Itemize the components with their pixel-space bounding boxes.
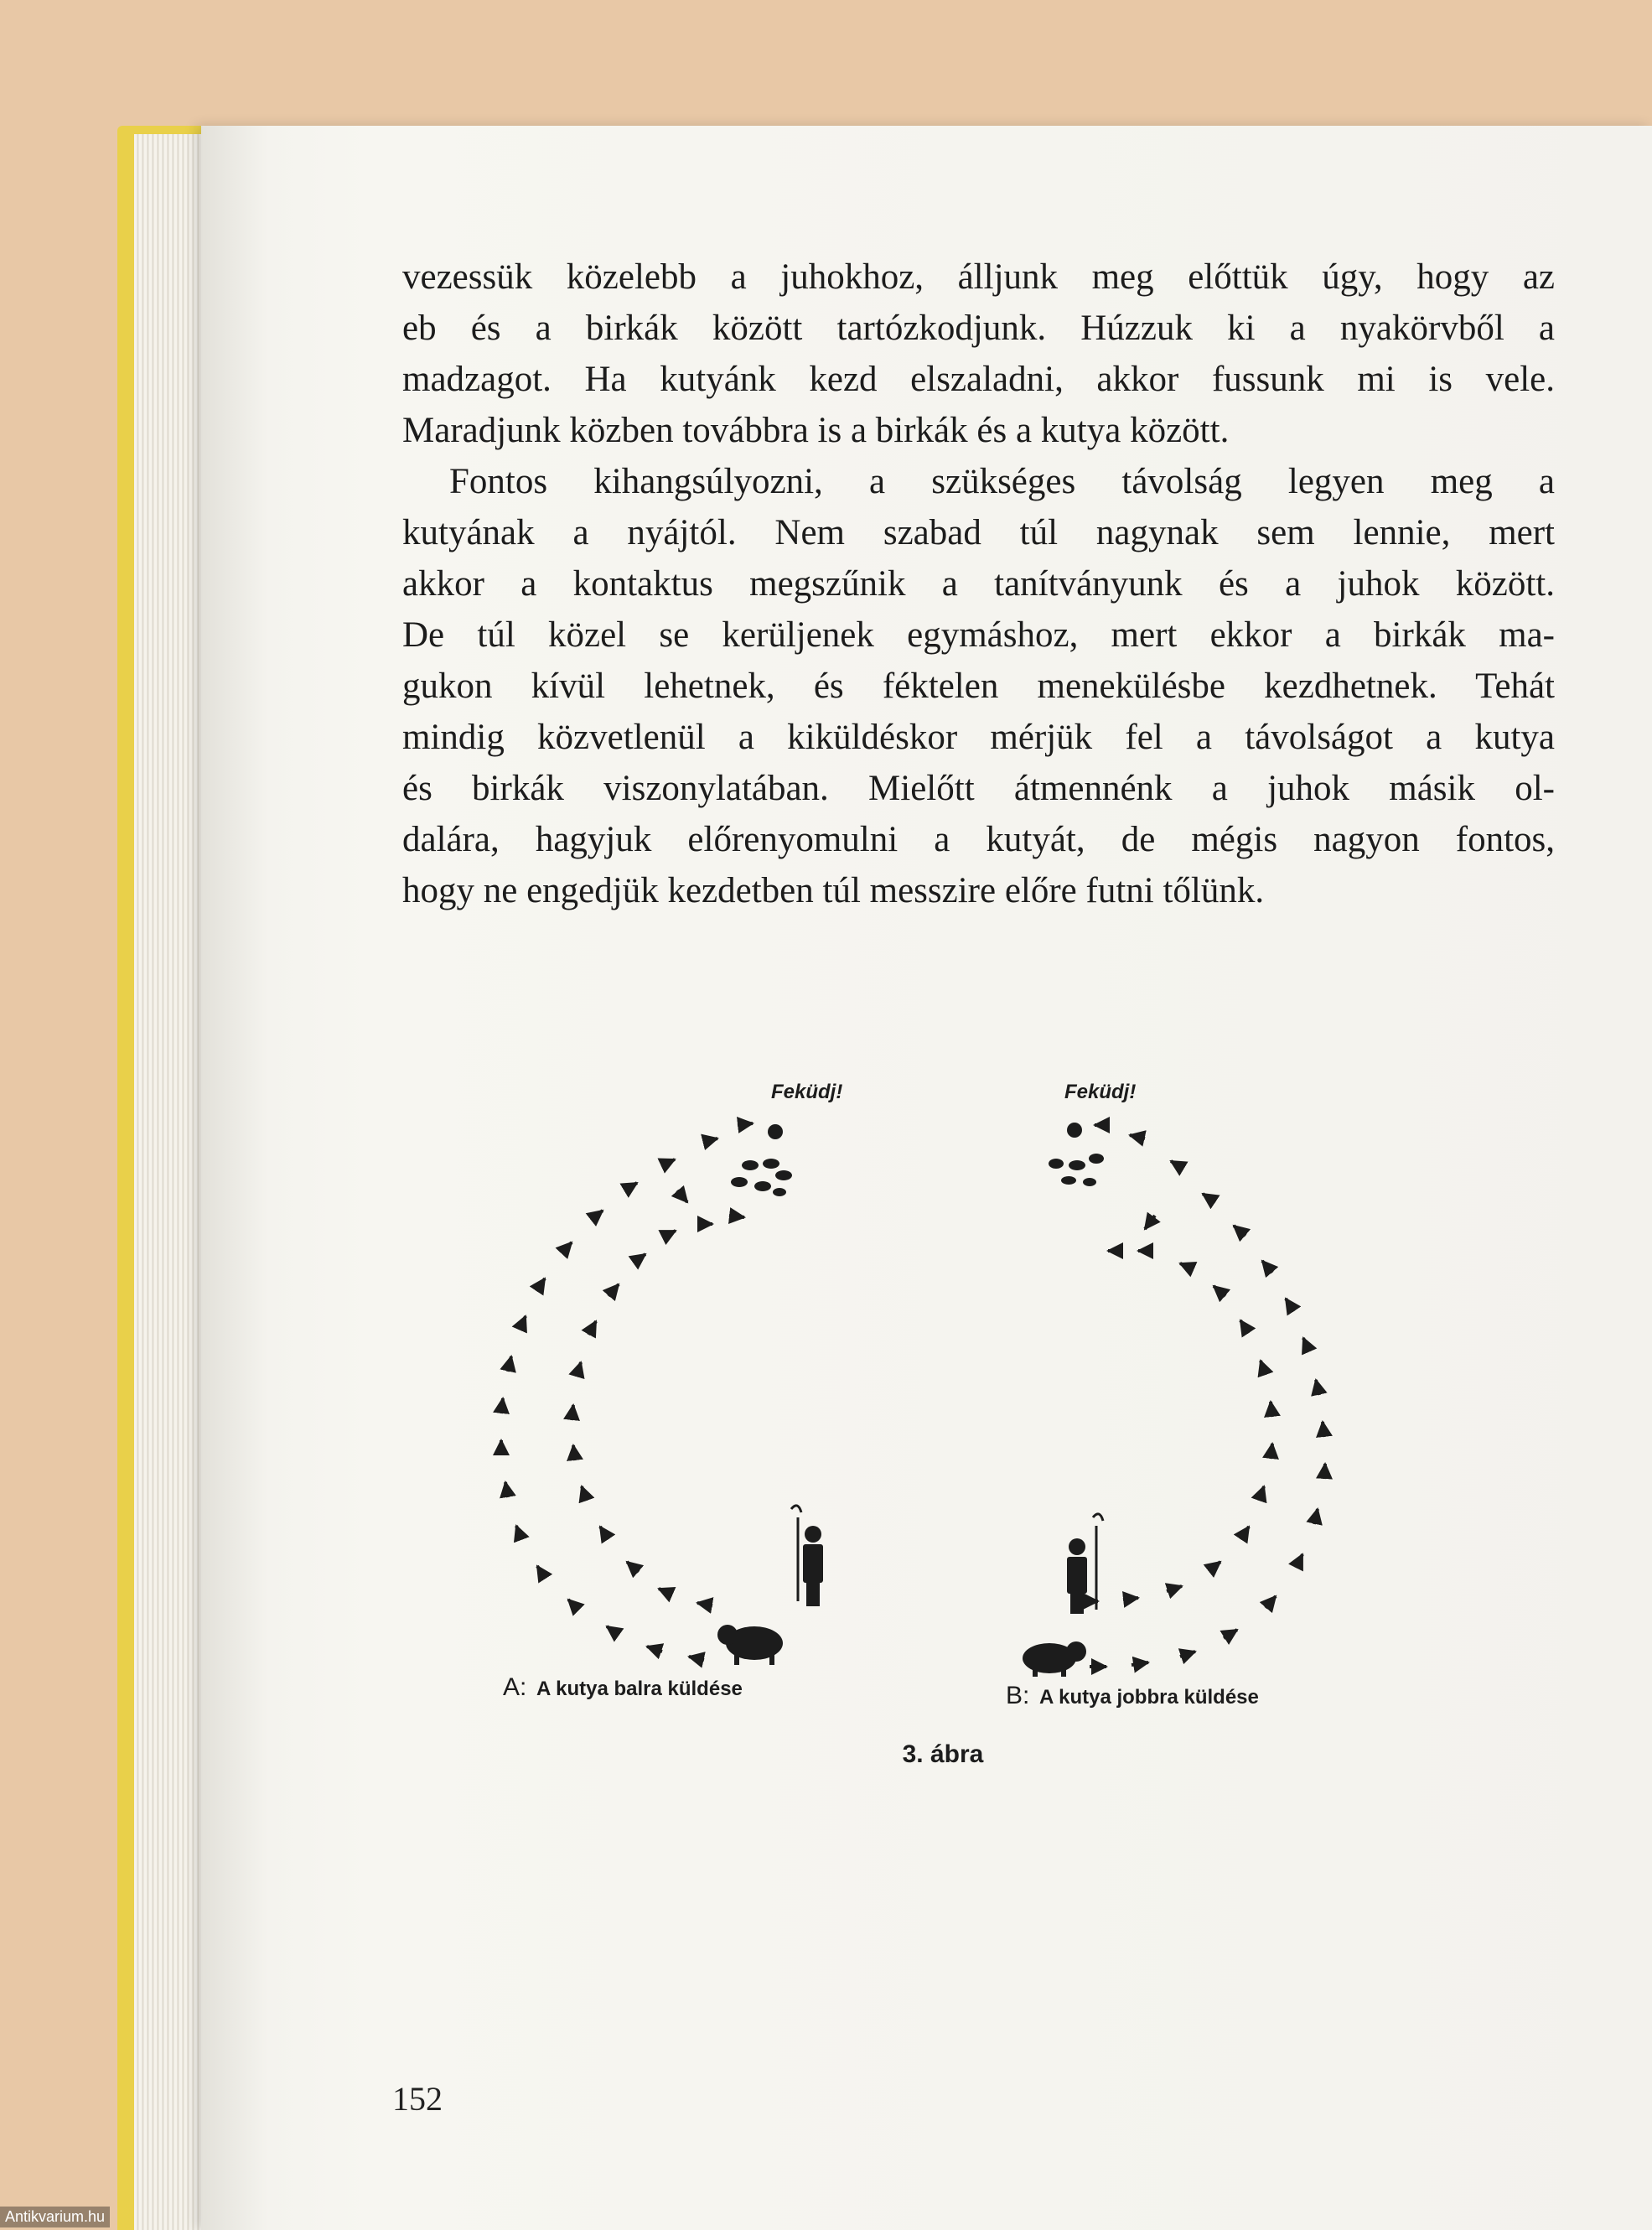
outer-path-arrows bbox=[1090, 1125, 1325, 1667]
diagram-a bbox=[501, 1081, 842, 1701]
text-line: kutyának a nyájtól. Nem szabad túl nagynak sem lennie, mert bbox=[402, 513, 1555, 552]
text-line: Fontos kihangsúlyozni, a szükséges távolság legyen meg a bbox=[449, 462, 1555, 501]
watermark: Antikvarium.hu bbox=[0, 2207, 110, 2227]
inner-path-arrows bbox=[1083, 1216, 1272, 1601]
right-label-letter: B: bbox=[1006, 1682, 1030, 1709]
left-label-text: A kutya balra küldése bbox=[536, 1678, 743, 1700]
text-line: és birkák viszonylatában. Mielőtt átmennénk a juhok másik ol- bbox=[402, 769, 1555, 808]
shepherd-icon bbox=[1067, 1514, 1103, 1614]
body-text bbox=[402, 252, 1555, 916]
sheep-flock-icon bbox=[731, 1159, 792, 1196]
right-command-label: Feküdj! bbox=[1064, 1081, 1137, 1103]
outer-path-arrows bbox=[501, 1123, 753, 1660]
text-line: vezessük közelebb a juhokhoz, álljunk meg előttük úgy, hogy az bbox=[402, 257, 1555, 297]
page-number: 152 bbox=[392, 2080, 443, 2118]
target-dot bbox=[768, 1124, 783, 1139]
target-dot bbox=[1067, 1123, 1082, 1138]
text-line: gukon kívül lehetnek, és féktelen menekülésbe kezdhetnek. Tehát bbox=[402, 666, 1555, 706]
text-line: eb és a birkák között tartózkodjunk. Húzzuk ki a nyakörvből a bbox=[402, 309, 1555, 348]
left-label-letter: A: bbox=[503, 1673, 527, 1701]
sheep-flock-icon bbox=[1049, 1154, 1104, 1186]
right-label-text: A kutya jobbra küldése bbox=[1039, 1686, 1259, 1709]
shepherd-icon bbox=[791, 1506, 823, 1606]
left-command-label: Feküdj! bbox=[771, 1081, 843, 1103]
dog-icon bbox=[717, 1625, 783, 1665]
dog-icon bbox=[1023, 1641, 1086, 1677]
herding-diagram bbox=[453, 1065, 1458, 1802]
text-line: hogy ne engedjük kezdetben túl messzire előre futni tőlünk. bbox=[402, 871, 1265, 910]
diagram-b bbox=[1006, 1081, 1325, 1709]
text-line: mindig közvetlenül a kiküldéskor mérjük fel a távolságot a kutya bbox=[402, 718, 1555, 757]
text-line: De túl közel se kerüljenek egymáshoz, mert ekkor a birkák ma- bbox=[402, 615, 1555, 655]
inner-path-arrows bbox=[572, 1190, 744, 1605]
figure-caption: 3. ábra bbox=[902, 1740, 984, 1768]
text-line: dalára, hagyjuk előrenyomulni a kutyát, de mégis nagyon fontos, bbox=[402, 820, 1555, 859]
text-line: madzagot. Ha kutyánk kezd elszaladni, akkor fussunk mi is vele. bbox=[402, 360, 1555, 399]
text-line: Maradjunk közben továbbra is a birkák és a kutya között. bbox=[402, 411, 1230, 450]
text-line: akkor a kontaktus megszűnik a tanítványunk és a juhok között. bbox=[402, 564, 1555, 604]
